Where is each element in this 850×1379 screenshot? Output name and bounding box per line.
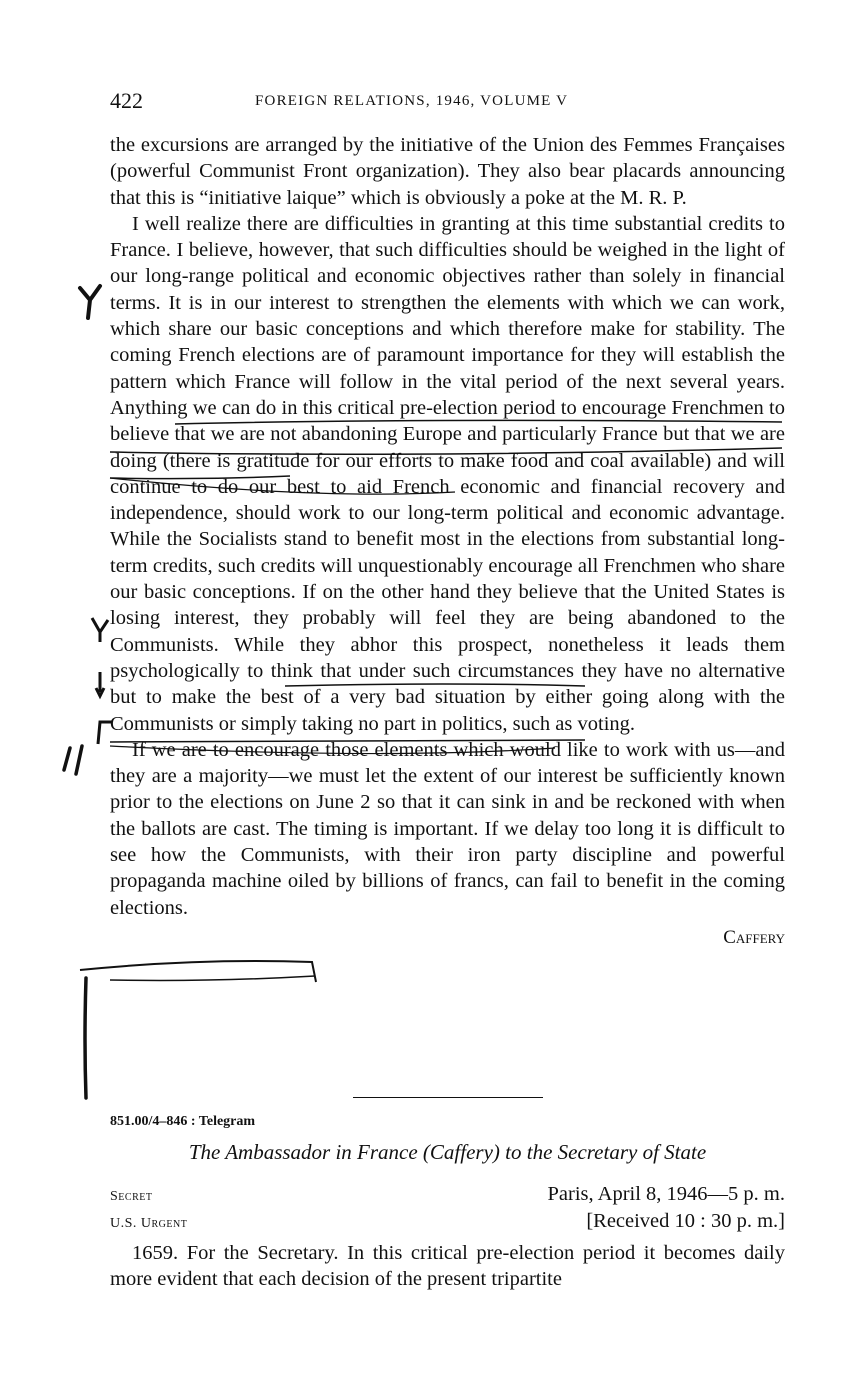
telegram-meta-row-1 (110, 1183, 785, 1211)
signature: Caffery (723, 926, 785, 948)
margin-arrow-mark (92, 618, 108, 642)
running-title: FOREIGN RELATIONS, 1946, VOLUME V (255, 93, 569, 109)
page-number: 422 (110, 88, 143, 113)
paragraph-1: the excursions are arranged by the initiative of the Union des Femmes Françaises (powerful Communist Front organization). They also bear placards announcing that this is “initiative laique” which is obviously a poke at the M. R. P. (110, 134, 785, 209)
section-divider (353, 1097, 543, 1098)
paragraph-2: I well realize there are difficulties in granting at this time substantial credits to France. I believe, however, that such difficulties should be weighed in the light of our long-range political and economic objectives rather than solely in financial terms. It is in our interest to strengthen the elements with which we can work, which share our basic conceptions and which therefore make for stability. The coming French elections are of paramount importance for they will establish the pattern which France will follow in the vital period of the next several years. Anything we can do in this critical pre-election period to encourage Frenchmen to believe that we are not abandoning Europe and particularly France but that we are doing (there is gratitude for our efforts to make food and coal available) and will continue to do our best to aid French economic and financial recovery and independence, should work to our long-term political and economic advantage. While the Socialists stand to benefit most in the elections from substantial long-term credits, such credits will unquestionably encourage all Frenchmen who share our basic conceptions. If on the other hand they believe that the United States is losing interest, they probably will feel they are being abandoned to the Communists. While they abhor this prospect, nonetheless it leads them psychologically to think that under such circumstances they have no alternative but to make the best of a very bad situation by either going along with the Communists or simply taking no part in politics, such as voting. (110, 212, 785, 735)
document-title: The Ambassador in France (Caffery) to the Secretary of State (188, 1140, 707, 1164)
telegram-body: 1659. For the Secretary. In this critical pre-election period it becomes daily more evident that each decision of the present tripartite (110, 1242, 785, 1291)
margin-vertical-bar (85, 978, 86, 1098)
classification: Secret (110, 1189, 153, 1204)
margin-arrow-mark (96, 672, 104, 696)
priority: U.S. Urgent (110, 1216, 188, 1231)
margin-double-mark (64, 746, 82, 774)
underline-mark (80, 961, 316, 982)
place-date: Paris, April 8, 1946—5 p. m. (547, 1183, 785, 1205)
letter-text (110, 132, 785, 951)
telegram-meta-row-2 (110, 1210, 785, 1238)
underline-mark (110, 976, 315, 981)
paragraph-3: If we are to encourage those elements which would like to work with us—and they are a majority—we must let the extent of our interest be sufficiently known prior to the elections on June 2 so that it can sink in and be reckoned with when the ballots are cast. The timing is important. If we delay too long it is difficult to see how the Communists, with their iron party discipline and powerful propaganda machine oiled by billions of francs, can fail to benefit in the coming elections. (110, 738, 785, 919)
file-number: 851.00/4–846 : Telegram (110, 1114, 256, 1129)
margin-check-mark (80, 286, 100, 318)
page-header (110, 88, 785, 118)
received-time: [Received 10 : 30 p. m.] (586, 1210, 785, 1232)
